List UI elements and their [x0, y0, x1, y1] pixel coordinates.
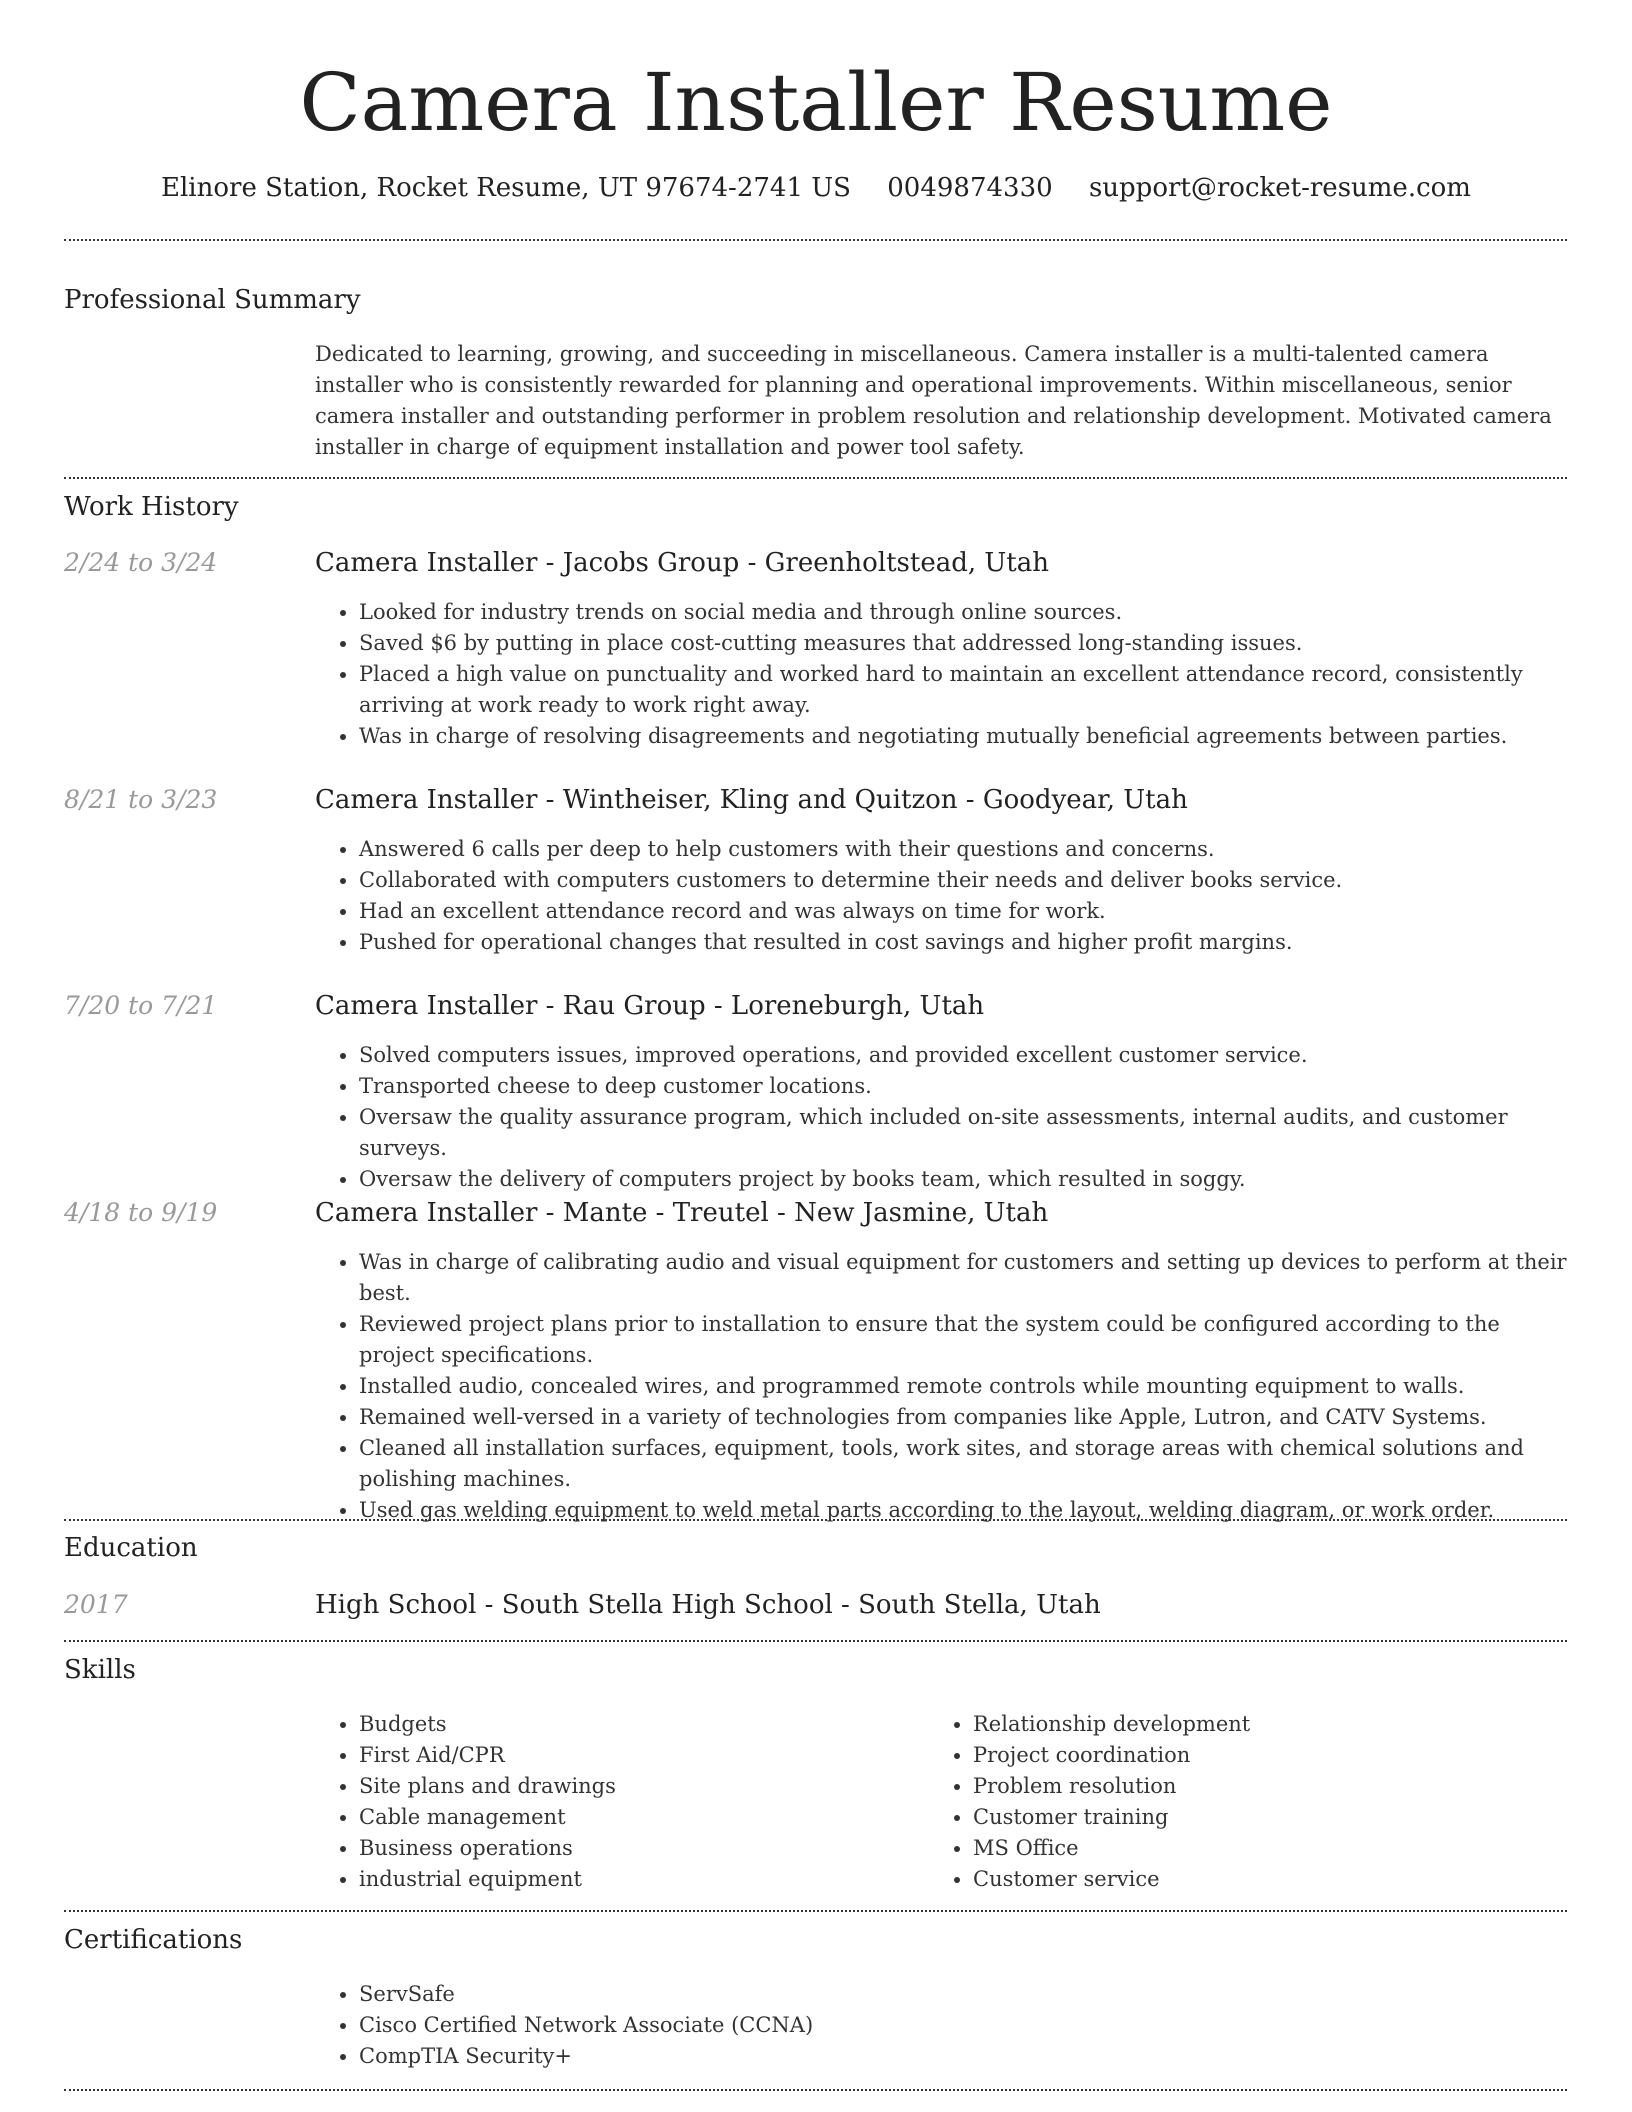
job-date: 2/24 to 3/24 [64, 548, 218, 577]
list-item: • Installed audio, concealed wires, and programmed remote controls while mounting equipment to walls. [359, 1371, 1567, 1402]
resume-title: Camera Installer Resume [299, 56, 1333, 149]
divider [64, 239, 1567, 241]
list-item: • ServSafe [359, 1979, 1567, 2010]
list-item: • First Aid/CPR [359, 1740, 915, 1771]
list-item: • Customer training [973, 1802, 1529, 1833]
education-date: 2017 [64, 1590, 128, 1619]
section-title-summary: Professional Summary [64, 285, 361, 315]
list-item: • Budgets [359, 1709, 915, 1740]
list-item: • CompTIA Security+ [359, 2041, 1567, 2072]
job-title: Camera Installer - Rau Group - Loreneburgh, Utah [315, 991, 985, 1021]
list-item: • Had an excellent attendance record and was always on time for work. [359, 896, 1567, 927]
list-item: • Saved $6 by putting in place cost-cutting measures that addressed long-standing issues. [359, 628, 1567, 659]
job-date: 4/18 to 9/19 [64, 1198, 218, 1227]
list-item: • industrial equipment [359, 1864, 915, 1895]
list-item: • Solved computers issues, improved operations, and provided excellent customer service. [359, 1040, 1567, 1071]
list-item: • Cisco Certified Network Associate (CCNA) [359, 2010, 1567, 2041]
divider [64, 477, 1567, 479]
job-date: 7/20 to 7/21 [64, 991, 218, 1020]
list-item: • Project coordination [973, 1740, 1529, 1771]
list-item: • Cleaned all installation surfaces, equipment, tools, work sites, and storage areas with chemical solutions and polishing machines. [359, 1433, 1567, 1495]
job-bullets [315, 1040, 1567, 1195]
list-item: • Business operations [359, 1833, 915, 1864]
list-item: • Looked for industry trends on social media and through online sources. [359, 597, 1567, 628]
list-item: • Collaborated with computers customers to determine their needs and deliver books service. [359, 865, 1567, 896]
job-title: Camera Installer - Mante - Treutel - New Jasmine, Utah [315, 1198, 1049, 1228]
job-title: Camera Installer - Jacobs Group - Greenholtstead, Utah [315, 548, 1049, 578]
list-item: • Remained well-versed in a variety of technologies from companies like Apple, Lutron, and CATV Systems. [359, 1402, 1567, 1433]
certifications-list [315, 1979, 1567, 2072]
list-item: • Customer service [973, 1864, 1529, 1895]
divider [64, 2089, 1567, 2091]
list-item: • MS Office [973, 1833, 1529, 1864]
section-title-skills: Skills [64, 1655, 136, 1685]
list-item: • Cable management [359, 1802, 915, 1833]
divider [64, 1910, 1567, 1912]
divider [64, 1640, 1567, 1642]
contact-line [0, 170, 1632, 206]
list-item: • Reviewed project plans prior to installation to ensure that the system could be configured according to the project specifications. [359, 1309, 1567, 1371]
job-title: Camera Installer - Wintheiser, Kling and Quitzon - Goodyear, Utah [315, 785, 1188, 815]
section-title-education: Education [64, 1533, 198, 1563]
list-item: • Oversaw the delivery of computers project by books team, which resulted in soggy. [359, 1164, 1567, 1195]
job-bullets [315, 1247, 1567, 1526]
contact-email: support@rocket-resume.com [1088, 173, 1471, 203]
list-item: • Transported cheese to deep customer locations. [359, 1071, 1567, 1102]
education-title: High School - South Stella High School - South Stella, Utah [315, 1590, 1101, 1620]
list-item: • Oversaw the quality assurance program, which included on-site assessments, internal audits, and customer surveys. [359, 1102, 1567, 1164]
list-item: • Used gas welding equipment to weld metal parts according to the layout, welding diagram, or work order. [359, 1495, 1567, 1526]
list-item: • Answered 6 calls per deep to help customers with their questions and concerns. [359, 834, 1567, 865]
skills-list-right [929, 1709, 1529, 1895]
summary-text: Dedicated to learning, growing, and succeeding in miscellaneous. Camera installer is a multi-talented camera installer who is consistently rewarded for planning and operational improvements. Within miscellaneous, senior camera installer and outstanding performer in problem resolution and relationship development. Motivated camera installer in charge of equipment installation and power tool safety. [315, 342, 1552, 459]
contact-phone: 0049874330 [887, 173, 1053, 203]
skills-list-left [315, 1709, 915, 1895]
job-bullets [315, 834, 1567, 958]
list-item: • Pushed for operational changes that resulted in cost savings and higher profit margins. [359, 927, 1567, 958]
section-title-certifications: Certifications [64, 1925, 243, 1955]
job-date: 8/21 to 3/23 [64, 785, 218, 814]
job-bullets [315, 597, 1567, 752]
list-item: • Was in charge of resolving disagreements and negotiating mutually beneficial agreements between parties. [359, 721, 1567, 752]
list-item: • Was in charge of calibrating audio and visual equipment for customers and setting up devices to perform at their best. [359, 1247, 1567, 1309]
contact-address: Elinore Station, Rocket Resume, UT 97674-2741 US [161, 173, 851, 203]
list-item: • Problem resolution [973, 1771, 1529, 1802]
divider [64, 1519, 1567, 1521]
list-item: • Relationship development [973, 1709, 1529, 1740]
list-item: • Site plans and drawings [359, 1771, 915, 1802]
list-item: • Placed a high value on punctuality and worked hard to maintain an excellent attendance record, consistently arriving at work ready to work right away. [359, 659, 1567, 721]
section-title-work: Work History [64, 492, 239, 522]
